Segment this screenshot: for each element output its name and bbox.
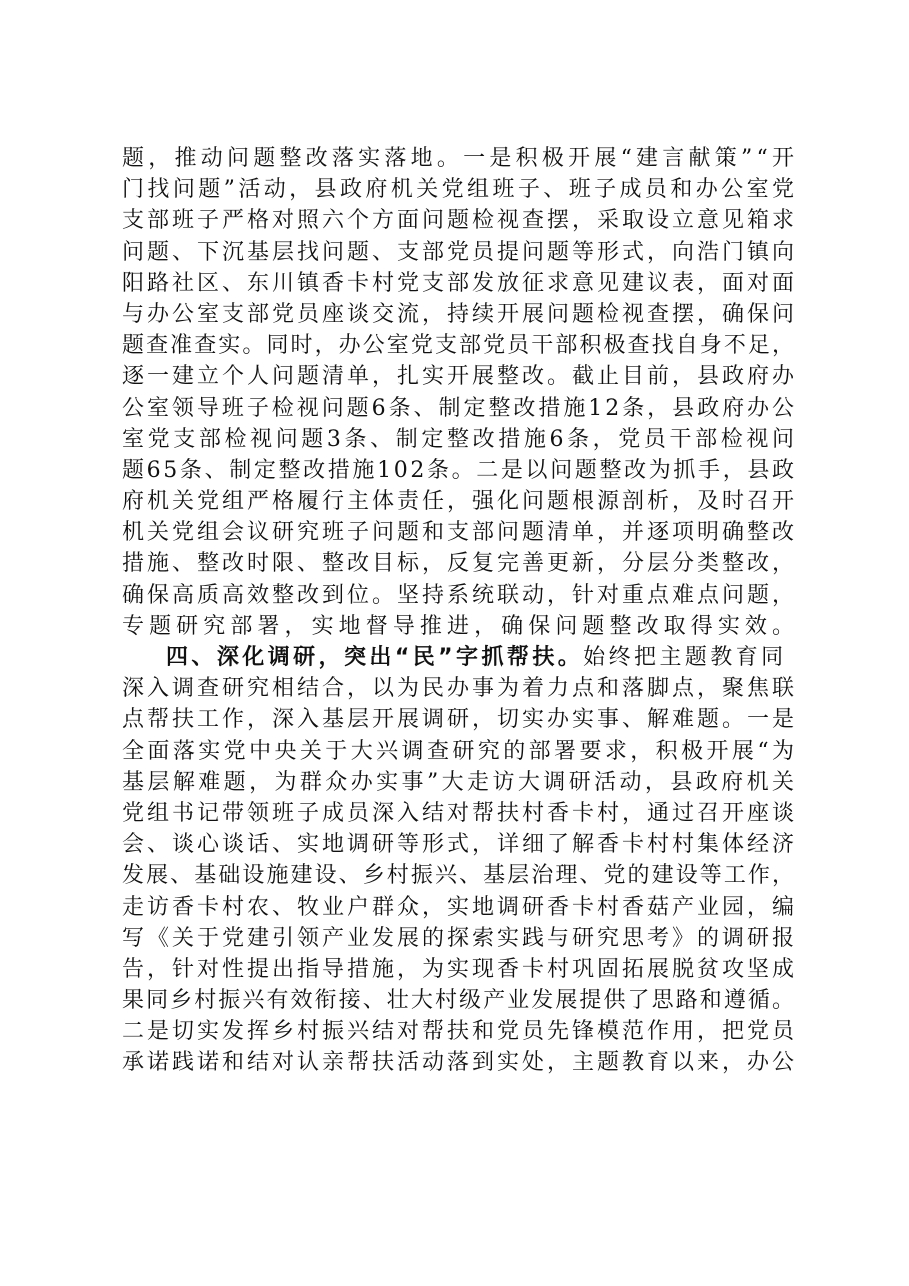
text-line: 会、谈心谈话、实地调研等形式，详细了解香卡村村集体经济 <box>122 832 797 858</box>
text-line: 门找问题”活动，县政府机关党组班子、班子成员和办公室党 <box>122 177 798 203</box>
text-line: 问题、下沉基层找问题、支部党员提问题等形式，向浩门镇向 <box>122 239 797 265</box>
text-line: 题，推动问题整改落实落地。一是积极开展“建言献策”“开 <box>122 146 799 171</box>
text-line: 确保高质高效整改到位。坚持系统联动，针对重点难点问题， <box>122 582 797 608</box>
text-line: 党组书记带领班子成员深入结对帮扶村香卡村，通过召开座谈 <box>122 800 797 826</box>
text-line: 阳路社区、东川镇香卡村党支部发放征求意见建议表，面对面 <box>122 270 797 296</box>
text-line: 措施、整改时限、整改目标，反复完善更新，分层分类整改， <box>122 551 797 577</box>
text-line: 公室领导班子检视问题6条、制定整改措施12条，县政府办公 <box>122 395 797 421</box>
text-line: 逐一建立个人问题清单，扎实开展整改。截止目前，县政府办 <box>122 364 797 390</box>
text-line: 深入调查研究相结合，以为民办事为着力点和落脚点，聚焦联 <box>122 676 797 702</box>
heading-followup-text: 始终把主题教育同 <box>583 645 787 670</box>
text-line: 支部班子严格对照六个方面问题检视查摆，采取设立意见箱求 <box>122 208 797 234</box>
text-line: 告，针对性提出指导措施，为实现香卡村巩固拓展脱贫攻坚成 <box>122 956 797 982</box>
paragraph-continuation <box>122 143 822 642</box>
text-line: 二是切实发挥乡村振兴结对帮扶和党员先锋模范作用，把党员 <box>122 1019 797 1045</box>
text-line: 与办公室支部党员座谈交流，持续开展问题检视查摆，确保问 <box>122 301 797 327</box>
text-line: 承诺践诺和结对认亲帮扶活动落到实处，主题教育以来，办公 <box>122 1050 797 1076</box>
text-line: 果同乡村振兴有效衔接、壮大村级产业发展提供了思路和遵循。 <box>122 988 797 1014</box>
paragraph-first-line <box>122 642 822 673</box>
text-line: 基层解难题，为群众办实事”大走访大调研活动，县政府机关 <box>122 769 798 795</box>
document-body <box>122 143 822 1079</box>
text-line: 室党支部检视问题3条、制定整改措施6条，党员干部检视问 <box>122 426 798 452</box>
text-line: 机关党组会议研究班子问题和支部问题清单，并逐项明确整改 <box>122 520 797 546</box>
paragraph-section-four <box>122 642 822 1079</box>
text-line: 发展、基础设施建设、乡村振兴、基层治理、党的建设等工作， <box>122 863 797 889</box>
text-line: 写《关于党建引领产业发展的探索实践与研究思考》的调研报 <box>122 925 797 951</box>
text-line: 全面落实党中央关于大兴调查研究的部署要求，积极开展“为 <box>122 738 798 764</box>
section-heading: 四、深化调研，突出“民”字抓帮扶。 <box>166 645 584 670</box>
text-line: 点帮扶工作，深入基层开展调研，切实办实事、解难题。一是 <box>122 707 797 733</box>
text-line: 专题研究部署，实地督导推进，确保问题整改取得实效。 <box>122 613 800 639</box>
text-line: 题查准查实。同时，办公室党支部党员干部积极查找自身不足， <box>122 333 797 359</box>
text-line: 题65条、制定整改措施102条。二是以问题整改为抓手，县政 <box>122 457 797 483</box>
text-line: 走访香卡村农、牧业户群众，实地调研香卡村香菇产业园，编 <box>122 894 797 920</box>
text-line: 府机关党组严格履行主体责任，强化问题根源剖析，及时召开 <box>122 489 797 515</box>
